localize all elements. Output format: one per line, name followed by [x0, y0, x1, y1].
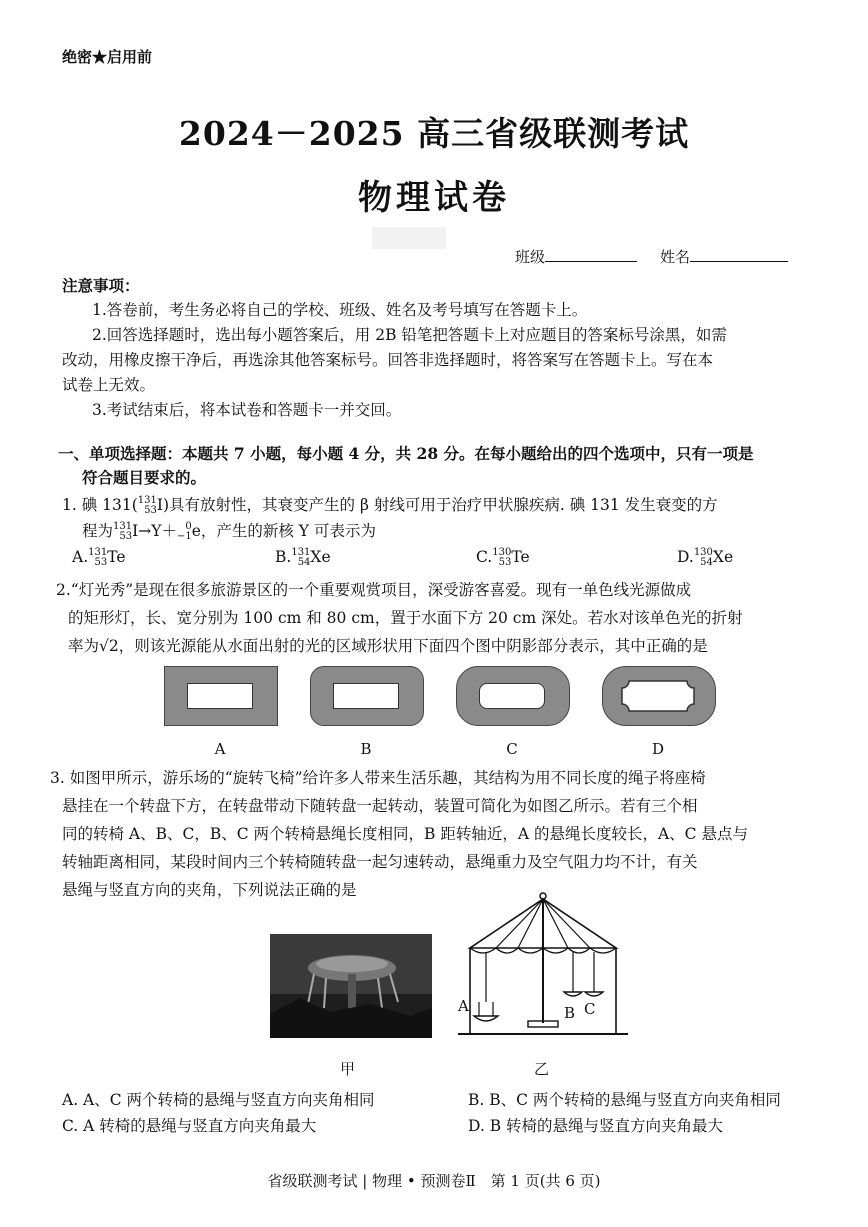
q2-line-2: 的矩形灯，长、宽分别为 100 cm 和 80 cm，置于水面下方 20 cm 深处。若水对该单色光的折射 [68, 609, 743, 627]
q2-figure-c-hole [479, 683, 545, 709]
blurred-region [372, 227, 446, 249]
q2-figure-d-hole [621, 680, 695, 712]
q2-figure-b [310, 666, 424, 726]
q2-label-a: A [214, 740, 226, 758]
figure-jia-label: 甲 [340, 1060, 356, 1078]
sqrt-two: √2 [99, 637, 119, 655]
swing-ride-photo [270, 934, 432, 1038]
q3-option-b[interactable]: B. B、C 两个转椅的悬绳与竖直方向夹角相同 [468, 1091, 781, 1109]
diagram-label-a: A [458, 997, 469, 1015]
notes-item-2-line-1: 2.回答选择题时，选出每小题答案后，用 2B 铅笔把答题卡上对应题目的答案标号涂黑，如需 [92, 326, 727, 344]
q3-option-a[interactable]: A. A、C 两个转椅的悬绳与竖直方向夹角相同 [62, 1091, 375, 1109]
notes-heading: 注意事项： [62, 276, 140, 295]
notes-item-2-line-3: 试卷上无效。 [62, 376, 156, 394]
q3-line-5: 悬绳与竖直方向的夹角，下列说法正确的是 [62, 881, 357, 899]
q1-line-2: 程为 131 53 I→Y＋ 0 −1 e，产生的新核 Y 可表示为 [82, 521, 376, 542]
swing-ride-diagram [458, 888, 628, 1052]
exam-subtitle: 物理试卷 [358, 178, 510, 218]
q3-option-d[interactable]: D. B 转椅的悬绳与竖直方向夹角最大 [468, 1117, 724, 1135]
q3-option-c[interactable]: C. A 转椅的悬绳与竖直方向夹角最大 [62, 1117, 317, 1135]
q2-label-d: D [651, 740, 665, 758]
class-field [515, 246, 637, 267]
confidential-mark: 绝密★启用前 [62, 48, 153, 66]
q2-figure-a [164, 666, 278, 726]
swing-ride-photo-image [270, 934, 432, 1038]
q1-line-1: 1. 碘 131( 131 53 I)具有放射性，其衰变产生的 β 射线可用于治疗甲状腺疾病. 碘 131 发生衰变的方 [62, 495, 718, 516]
page-footer: 省级联测考试 | 物理 • 预测卷Ⅱ 第 1 页(共 6 页) [267, 1172, 601, 1190]
q2-line-1: 2.“灯光秀”是现在很多旅游景区的一个重要观赏项目，深受游客喜爱。现有一单色线光源做成 [56, 581, 692, 599]
name-label: 姓名 [660, 248, 691, 266]
q2-label-c: C [506, 740, 518, 758]
diagram-label-c: C [584, 1000, 596, 1018]
class-label: 班级 [515, 248, 546, 266]
q1-option-d[interactable]: D. 130 54 Xe [677, 547, 734, 568]
exam-title: 2024－2025 高三省级联测考试 [178, 114, 690, 153]
q3-line-2: 悬挂在一个转盘下方，在转盘带动下随转盘一起转动，装置可简化为如图乙所示。若有三个相 [62, 797, 698, 815]
q2-label-b: B [360, 740, 372, 758]
name-field [660, 246, 788, 267]
name-blank [690, 247, 788, 262]
q2-figure-b-hole [333, 683, 399, 709]
notes-item-3: 3.考试结束后，将本试卷和答题卡一并交回。 [92, 401, 402, 419]
q3-line-4: 转轴距离相同，某段时间内三个转椅随转盘一起匀速转动，悬绳重力及空气阻力均不计，有关 [62, 853, 698, 871]
q1-option-b[interactable]: B. 131 54 Xe [275, 547, 331, 568]
section-heading-line-2: 符合题目要求的。 [82, 468, 207, 487]
class-blank [545, 247, 637, 262]
q2-figure-a-hole [187, 683, 253, 709]
q1-option-a[interactable]: A. 131 53 Te [72, 547, 126, 568]
q3-line-3: 同的转椅 A、B、C，B、C 两个转椅悬绳长度相同，B 距转轴近，A 的悬绳长度较长，A、C 悬点与 [62, 825, 748, 843]
q1-option-c[interactable]: C. 130 53 Te [476, 547, 530, 568]
q2-figure-d [602, 666, 716, 726]
diagram-label-b: B [564, 1004, 576, 1022]
notes-item-2-line-2: 改动，用橡皮擦干净后，再选涂其他答案标号。回答非选择题时，将答案写在答题卡上。写在本 [62, 351, 714, 369]
figure-yi-label: 乙 [534, 1060, 550, 1078]
section-heading-line-1: 一、单项选择题：本题共 7 小题，每小题 4 分，共 28 分。在每小题给出的四个选项中，只有一项是 [58, 444, 754, 463]
q3-line-1: 3. 如图甲所示，游乐场的“旋转飞椅”给许多人带来生活乐趣，其结构为用不同长度的绳子将座椅 [50, 769, 706, 787]
notes-item-1: 1.答卷前，考生务必将自己的学校、班级、姓名及考号填写在答题卡上。 [92, 301, 588, 319]
q2-figure-c [456, 666, 570, 726]
q2-line-3: 率为√2，则该光源能从水面出射的光的区域形状用下面四个图中阴影部分表示，其中正确的是 [68, 637, 708, 655]
